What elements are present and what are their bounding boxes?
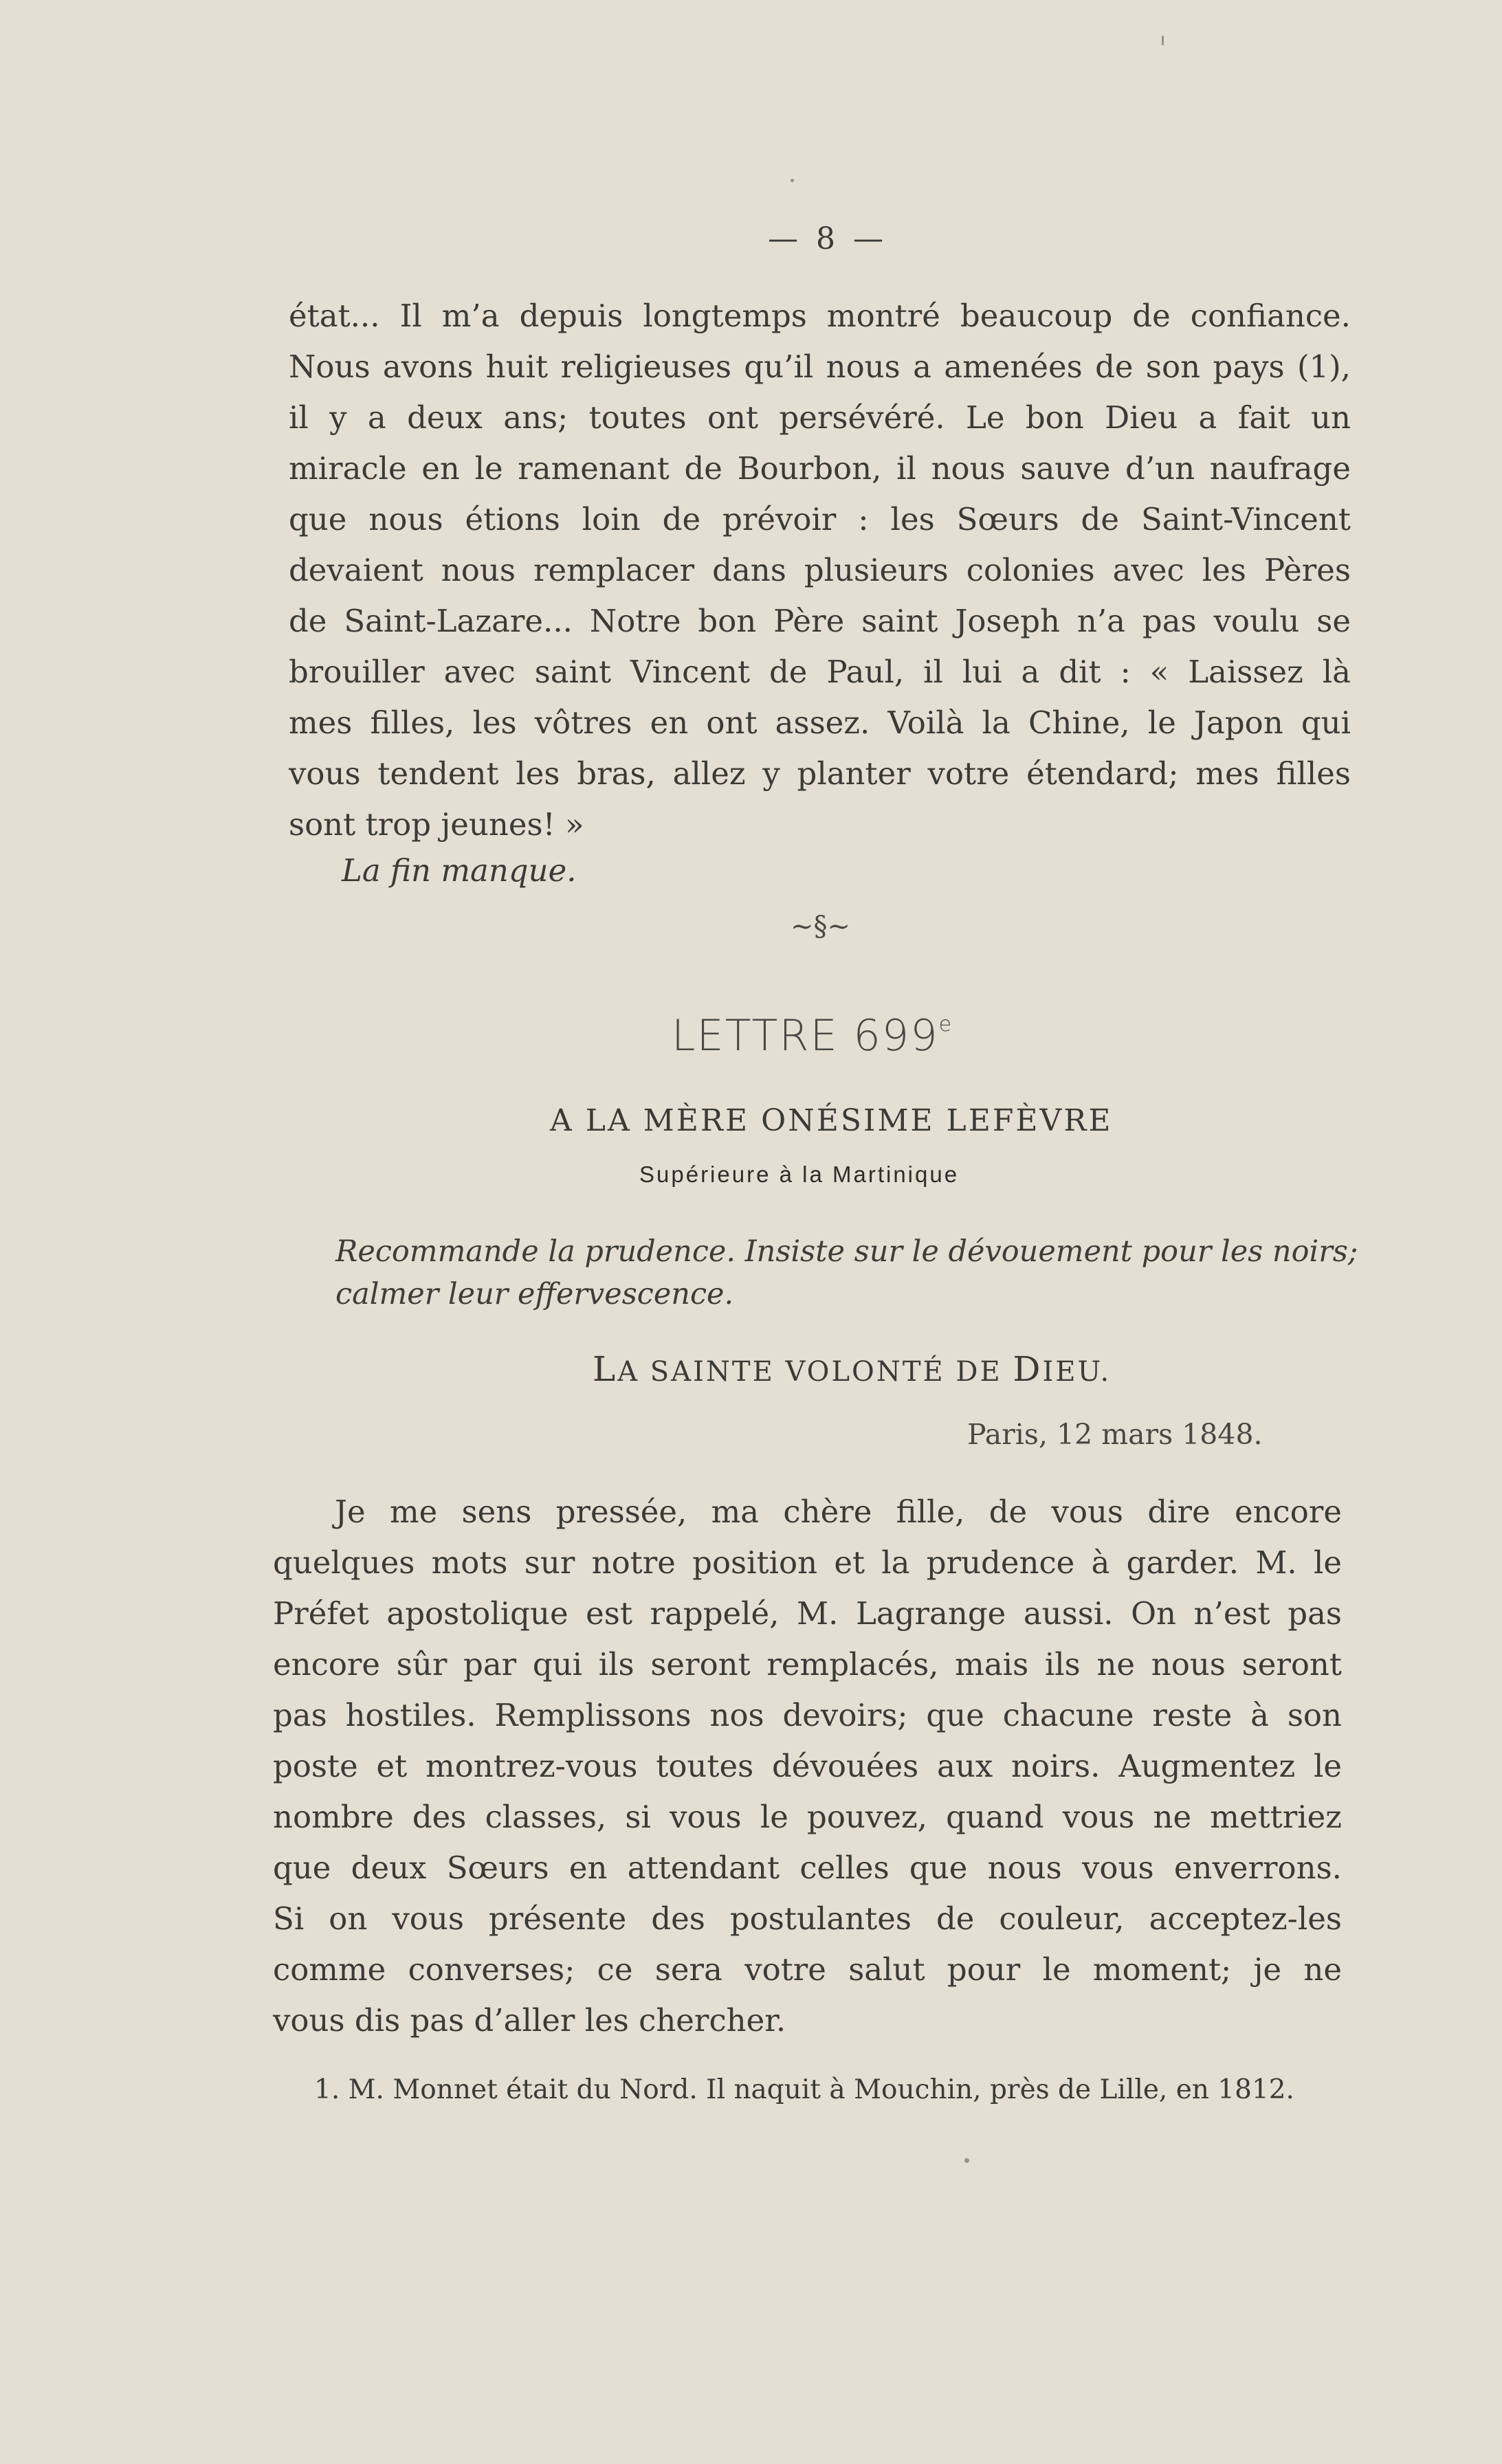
text-line: que deux Sœurs en attendant celles que nous vous enverrons. xyxy=(273,1850,1342,1886)
page-speck xyxy=(964,2158,969,2163)
text-line: encore sûr par qui ils seront remplacés, mais ils ne nous seront xyxy=(273,1646,1342,1683)
letter-summary xyxy=(335,1230,1358,1316)
text-line: Nous avons huit religieuses qu’il nous a amenées de son pays (1), xyxy=(289,348,1351,385)
text-line: que nous étions loin de prévoir : les Sœurs de Saint-Vincent xyxy=(289,501,1351,537)
paragraph-continued xyxy=(289,291,1351,850)
letter-body xyxy=(273,1487,1342,2046)
letter-title-text: LETTRE 699 xyxy=(672,1010,939,1061)
summary-line: calmer leur effervescence. xyxy=(335,1277,734,1311)
motto-initial: D xyxy=(1013,1349,1043,1389)
motto-text: IEU. xyxy=(1042,1356,1112,1388)
text-line: état... Il m’a depuis longtemps montré beaucoup de confiance. xyxy=(289,298,1351,334)
motto-text: A SAINTE VOLONTÉ DE xyxy=(617,1356,1013,1388)
text-line: mes filles, les vôtres en ont assez. Voilà la Chine, le Japon qui xyxy=(289,704,1351,741)
text-line: Je me sens pressée, ma chère fille, de vous dire encore xyxy=(335,1494,1342,1530)
text-line: pas hostiles. Remplissons nos devoirs; que chacune reste à son xyxy=(273,1697,1342,1733)
place-date: Paris, 12 mars 1848. xyxy=(967,1418,1263,1451)
text-line: miracle en le ramenant de Bourbon, il nous sauve d’un naufrage xyxy=(289,450,1351,487)
text-line: Si on vous présente des postulantes de couleur, acceptez-les xyxy=(273,1900,1342,1937)
letter-recipient: A LA MÈRE ONÉSIME LEFÈVRE xyxy=(550,1103,1113,1138)
text-line: vous dis pas d’aller les chercher. xyxy=(273,2002,786,2039)
text-line: nombre des classes, si vous le pouvez, quand vous ne mettriez xyxy=(273,1799,1342,1835)
fin-manque-note: La fin manque. xyxy=(342,852,577,889)
letter-title-superscript: e xyxy=(938,1012,953,1036)
motto-initial: L xyxy=(593,1349,618,1389)
letter-title xyxy=(672,1010,953,1061)
ornament-divider: ~§~ xyxy=(791,911,851,942)
page-speck xyxy=(1162,36,1164,45)
text-line: de Saint-Lazare... Notre bon Père saint Joseph n’a pas voulu se xyxy=(289,603,1351,639)
text-line: il y a deux ans; toutes ont persévéré. Le bon Dieu a fait un xyxy=(289,399,1351,436)
text-line: devaient nous remplacer dans plusieurs colonies avec les Pères xyxy=(289,552,1351,588)
page-speck xyxy=(791,179,794,182)
text-line: vous tendent les bras, allez y planter votre étendard; mes filles xyxy=(289,755,1351,792)
text-line: quelques mots sur notre position et la prudence à garder. M. le xyxy=(273,1544,1342,1581)
summary-line: Recommande la prudence. Insiste sur le dévouement pour les noirs; xyxy=(335,1234,1358,1269)
recipient-subtitle: Supérieure à la Martinique xyxy=(639,1162,960,1187)
text-line: Préfet apostolique est rappelé, M. Lagrange aussi. On n’est pas xyxy=(273,1595,1342,1632)
page-number: — 8 — xyxy=(768,221,887,256)
text-line: poste et montrez-vous toutes dévouées aux noirs. Augmentez le xyxy=(273,1748,1342,1784)
text-line: brouiller avec saint Vincent de Paul, il lui a dit : « Laissez là xyxy=(289,654,1351,690)
text-line: sont trop jeunes! » xyxy=(289,806,584,843)
footnote: 1. M. Monnet était du Nord. Il naquit à Mouchin, près de Lille, en 1812. xyxy=(314,2074,1294,2105)
letter-motto xyxy=(593,1349,1111,1389)
text-line: comme converses; ce sera votre salut pour le moment; je ne xyxy=(273,1951,1342,1988)
